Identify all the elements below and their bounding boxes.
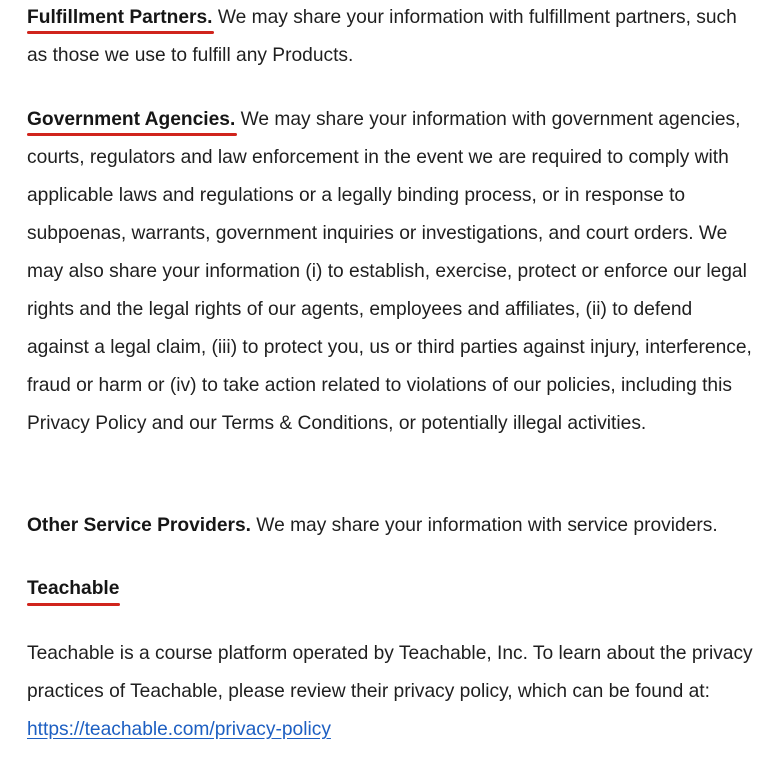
fulfillment-partners-term: Fulfillment Partners. bbox=[27, 7, 213, 28]
teachable-paragraph bbox=[27, 635, 756, 749]
government-agencies-text: We may share your information with government agencies, courts, regulators and law enforcement in the event we are required to comply with applicable laws and regulations or a legally binding process, or in response to subpoenas, warrants, government inquiries or investigations, and court orders. We may also share your information (i) to establish, exercise, protect or enforce our legal rights and the legal rights of our agents, employees and affiliates, (ii) to defend against a legal claim, (iii) to protect you, us or third parties against injury, interference, fraud or harm or (iv) to take action related to violations of our policies, including this Privacy Policy and our Terms & Conditions, or potentially illegal activities. bbox=[27, 109, 752, 434]
other-service-providers-paragraph bbox=[27, 507, 756, 545]
government-agencies-term: Government Agencies. bbox=[27, 109, 236, 130]
teachable-heading-underline bbox=[27, 603, 120, 606]
teachable-heading: Teachable bbox=[27, 578, 120, 599]
other-service-providers-term: Other Service Providers. bbox=[27, 515, 251, 536]
other-service-providers-text: We may share your information with service providers. bbox=[250, 515, 718, 536]
fulfillment-partners-paragraph bbox=[27, 0, 756, 75]
fulfillment-partners-underline bbox=[27, 31, 214, 34]
government-agencies-underline bbox=[27, 133, 237, 136]
teachable-privacy-policy-link[interactable]: https://teachable.com/privacy-policy bbox=[27, 719, 331, 740]
teachable-text: Teachable is a course platform operated by Teachable, Inc. To learn about the privacy practices of Teachable, please review their privacy policy, which can be found at: bbox=[27, 643, 753, 702]
government-agencies-paragraph bbox=[27, 101, 756, 443]
fulfillment-partners-text: We may share your information with fulfillment partners, such as those we use to fulfill any Products. bbox=[27, 7, 737, 66]
